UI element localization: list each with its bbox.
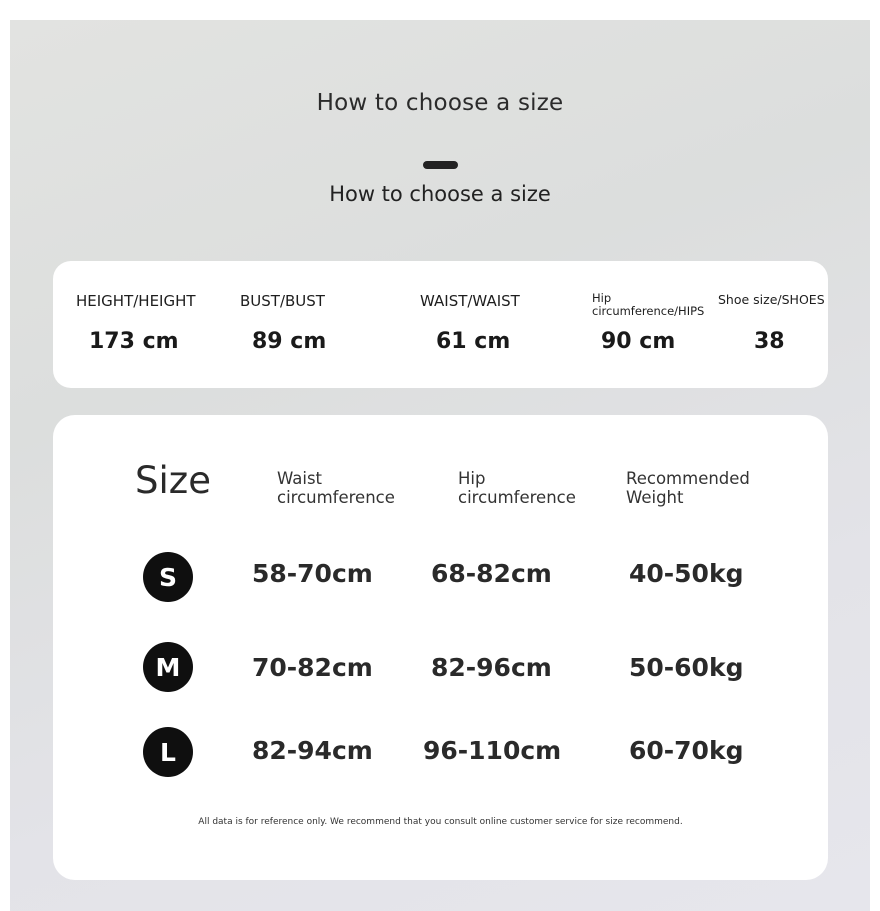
size-chart-card: [53, 415, 828, 880]
height-label: HEIGHT/HEIGHT: [76, 292, 196, 310]
size-guide-panel: [10, 20, 870, 911]
reference-note: All data is for reference only. We recommend that you consult online customer service for size recommend.: [198, 817, 683, 827]
size-badge-s: S: [143, 552, 193, 602]
waist-cell: 82-94cm: [252, 736, 373, 765]
page-title: How to choose a size: [316, 90, 564, 116]
waist-column-header: Waist circumference: [277, 469, 395, 507]
height-value: 173 cm: [89, 329, 179, 354]
bust-value: 89 cm: [252, 329, 327, 354]
waist-cell: 58-70cm: [252, 559, 373, 588]
title-divider: [423, 161, 458, 169]
waist-label: WAIST/WAIST: [420, 292, 520, 310]
hip-column-header: Hip circumference: [458, 469, 576, 507]
hip-cell: 68-82cm: [431, 559, 552, 588]
hip-label: Hip circumference/HIPS: [592, 291, 705, 318]
size-badge-m: M: [143, 642, 193, 692]
weight-cell: 60-70kg: [629, 736, 744, 765]
model-measurements-card: [53, 261, 828, 388]
size-badge-l: L: [143, 727, 193, 777]
size-column-header: Size: [135, 459, 211, 502]
page-subtitle: How to choose a size: [329, 182, 551, 206]
shoe-label: Shoe size/SHOES: [718, 292, 825, 307]
waist-cell: 70-82cm: [252, 653, 373, 682]
hip-value: 90 cm: [601, 329, 676, 354]
bust-label: BUST/BUST: [240, 292, 325, 310]
weight-cell: 50-60kg: [629, 653, 744, 682]
hip-cell: 96-110cm: [423, 736, 562, 765]
hip-cell: 82-96cm: [431, 653, 552, 682]
waist-value: 61 cm: [436, 329, 511, 354]
weight-column-header: Recommended Weight: [626, 469, 750, 507]
shoe-value: 38: [754, 329, 785, 354]
weight-cell: 40-50kg: [629, 559, 744, 588]
